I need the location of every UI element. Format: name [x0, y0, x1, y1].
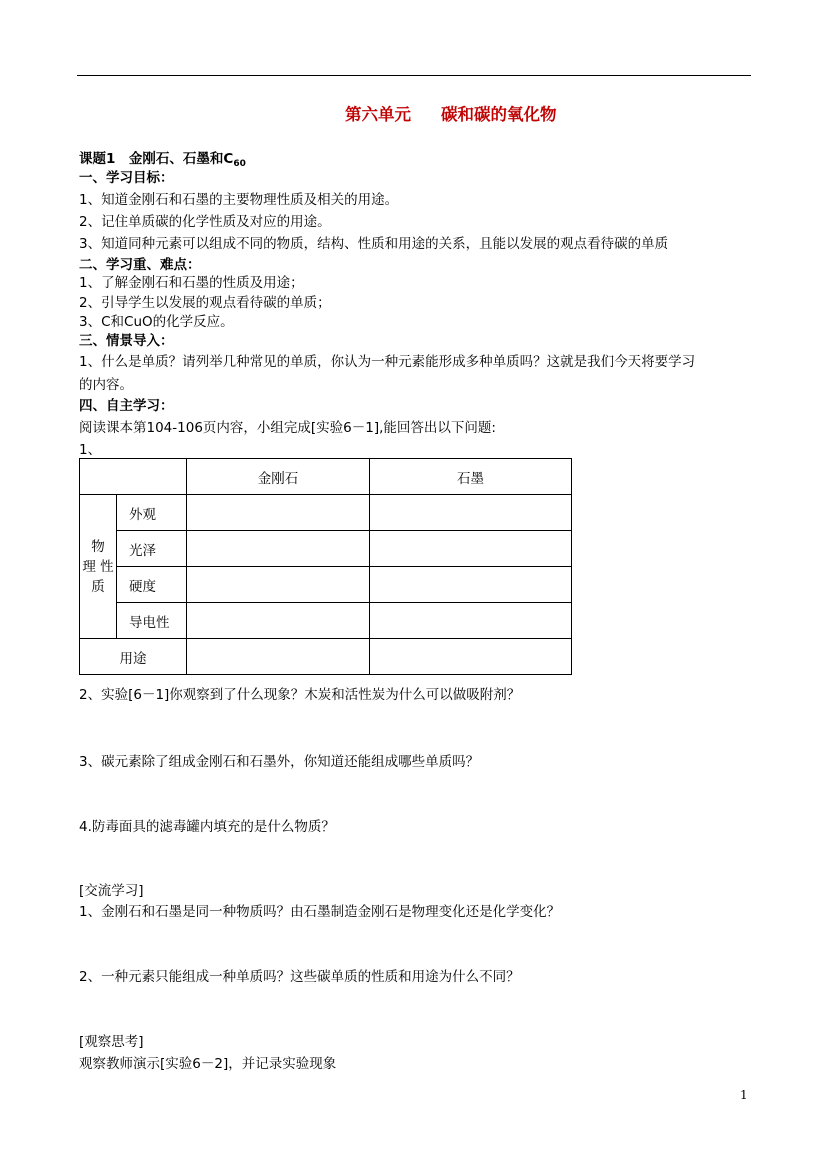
- table-cell: [187, 495, 370, 531]
- table-row: [80, 639, 572, 675]
- exchange-question: 2、一种元素只能组成一种单质吗？这些碳单质的性质和用途为什么不同？: [79, 969, 520, 985]
- unit-topic: 碳和碳的氧化物: [441, 105, 557, 124]
- question-2: 2、实验[6－1]你观察到了什么现象？木炭和活性炭为什么可以做吸附剂？: [79, 687, 521, 703]
- table-cell: [187, 603, 370, 639]
- table-row: [80, 459, 572, 495]
- table-row: [80, 603, 572, 639]
- table-cell: [80, 459, 187, 495]
- table-cell: [370, 567, 572, 603]
- selfstudy-intro: 阅读课本第104-106页内容，小组完成[实验6－1],能回答出以下问题:: [79, 420, 496, 436]
- observe-heading: [观察思考]: [79, 1034, 144, 1050]
- goal-item: 1、知道金刚石和石墨的主要物理性质及相关的用途。: [79, 192, 399, 208]
- table-cell: [187, 567, 370, 603]
- observe-text: 观察教师演示[实验6－2]，并记录实验现象: [79, 1056, 337, 1072]
- table-row: [80, 531, 572, 567]
- table-row-label: 外观: [117, 495, 187, 531]
- table-cell: [370, 639, 572, 675]
- unit-title: [345, 101, 557, 125]
- goal-item: 2、记住单质碳的化学性质及对应的用途。: [79, 214, 331, 230]
- table-cell: [187, 531, 370, 567]
- table-row: [80, 567, 572, 603]
- section-goals-heading: 一、学习目标：: [79, 170, 174, 186]
- table-header-diamond: 金刚石: [187, 459, 370, 495]
- table-cell: [187, 639, 370, 675]
- keypoint-item: 3、C和CuO的化学反应。: [79, 314, 234, 330]
- table-cell: [370, 531, 572, 567]
- section-selfstudy-heading: 四、自主学习：: [79, 398, 174, 414]
- table-row: [80, 495, 572, 531]
- table-header-graphite: 石墨: [370, 459, 572, 495]
- exchange-question: 1、金刚石和石墨是同一种物质吗？由石墨制造金刚石是物理变化还是化学变化？: [79, 904, 561, 920]
- keypoint-item: 1、了解金刚石和石墨的性质及用途；: [79, 275, 304, 291]
- header-rule: [77, 75, 751, 76]
- goal-item: 3、知道同种元素可以组成不同的物质，结构、性质和用途的关系，且能以发展的观点看待碳的单质: [79, 236, 669, 252]
- section-intro-heading: 三、情景导入：: [79, 333, 174, 349]
- lesson-subscript: 60: [233, 159, 246, 169]
- question-1: 1、: [79, 442, 102, 458]
- intro-line: 的内容。: [79, 377, 133, 393]
- question-4: 4.防毒面具的滤毒罐内填充的是什么物质？: [79, 819, 335, 835]
- section-keypoints-heading: 二、学习重、难点：: [79, 257, 201, 273]
- question-3: 3、碳元素除了组成金刚石和石墨外，你知道还能组成哪些单质吗？: [79, 754, 480, 770]
- table-row-label: 硬度: [117, 567, 187, 603]
- table-category-physical: 物 理 性质: [80, 495, 117, 639]
- table-cell: [370, 603, 572, 639]
- exchange-heading: [交流学习]: [79, 883, 144, 899]
- unit-number: 第六单元: [345, 105, 411, 124]
- page-number: 1: [740, 1088, 748, 1102]
- table-row-label: 光泽: [117, 531, 187, 567]
- table-row-usage: 用途: [80, 639, 187, 675]
- intro-line: 1、什么是单质？请列举几种常见的单质，你认为一种元素能形成多种单质吗？这就是我们今天将要学习: [79, 354, 696, 370]
- lesson-label: 课题1 金刚石、石墨和C: [79, 151, 234, 167]
- properties-table: [79, 458, 572, 675]
- table-cell: [370, 495, 572, 531]
- keypoint-item: 2、引导学生以发展的观点看待碳的单质；: [79, 295, 331, 311]
- table-row-label: 导电性: [117, 603, 187, 639]
